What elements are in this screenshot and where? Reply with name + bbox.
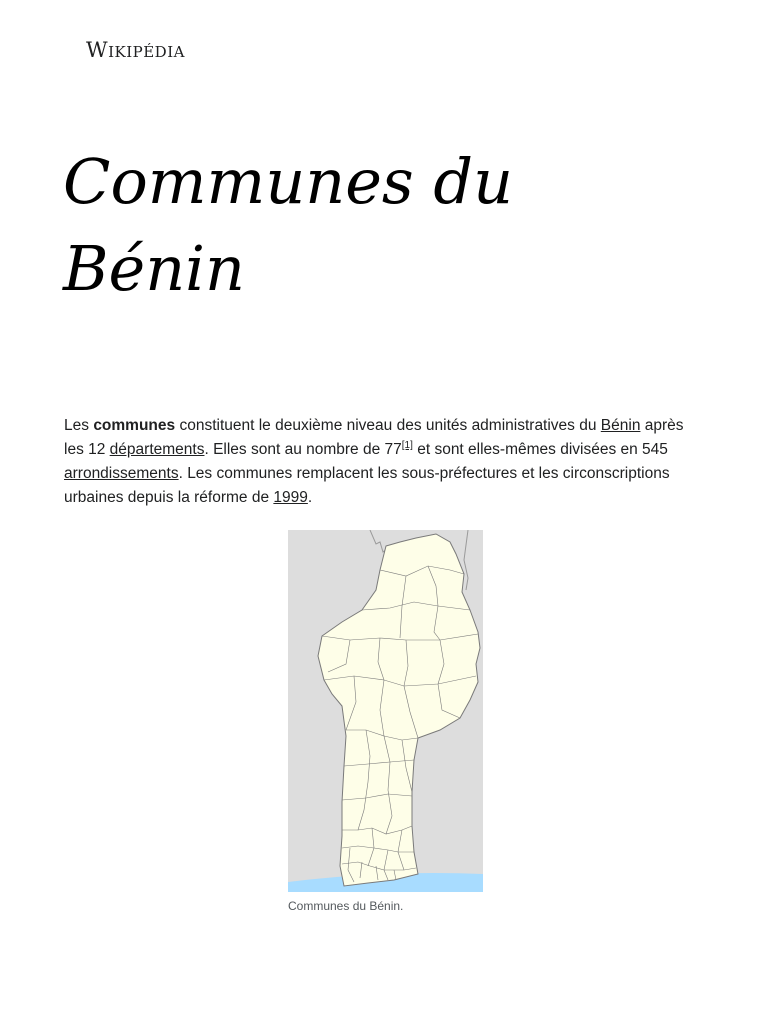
- wikipedia-wordmark[interactable]: Wikipédia: [86, 38, 185, 62]
- page-title: Communes du Bénin: [63, 145, 514, 305]
- intro-text-4: . Elles sont au nombre de 77: [204, 441, 402, 458]
- map-figure: [288, 530, 483, 913]
- intro-text-1: Les: [64, 417, 94, 434]
- benin-communes-map[interactable]: [288, 530, 483, 892]
- intro-text-5: et sont elles-mêmes divisées en 545: [412, 441, 668, 458]
- reference-1[interactable]: [1]: [401, 439, 413, 451]
- intro-text-3: après les 12: [64, 417, 684, 458]
- intro-text-7: .: [307, 489, 313, 506]
- intro-text-2: constituent le deuxième niveau des unités administratives du: [175, 417, 601, 434]
- figure-caption: Communes du Bénin.: [288, 899, 404, 913]
- link-departements[interactable]: départements: [109, 441, 205, 458]
- link-1999[interactable]: 1999: [273, 489, 308, 506]
- intro-bold-communes: communes: [93, 417, 176, 434]
- link-arrondissements[interactable]: arrondissements: [64, 465, 179, 482]
- intro-text-6: . Les communes remplacent les sous-préfectures et les circonscriptions urbaines depuis la réforme de: [64, 465, 670, 506]
- link-benin[interactable]: Bénin: [600, 417, 641, 434]
- intro-paragraph: [64, 414, 696, 510]
